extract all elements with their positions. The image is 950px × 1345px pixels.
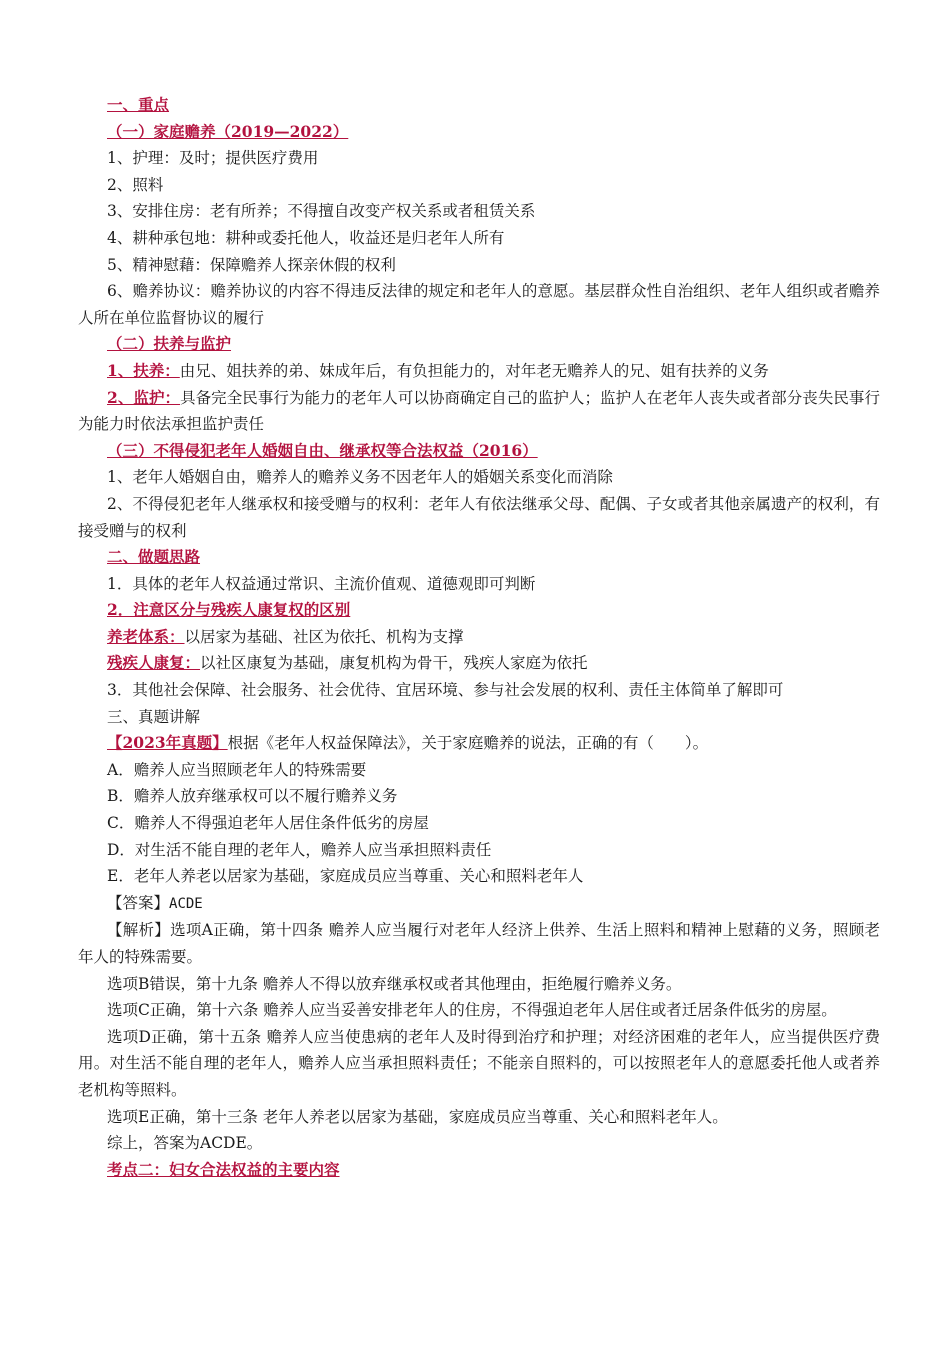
list-item: 1、老年人婚姻自由，赡养人的赡养义务不因老年人的婚姻关系变化而消除 [107,468,613,487]
option-e: E．老年人养老以居家为基础，家庭成员应当尊重、关心和照料老年人 [107,867,584,886]
list-item: 6、赡养协议：赡养协议的内容不得违反法律的规定和老年人的意愿。基层群众性自治组织、老年人组织或者赡养人所在单位监督协议的履行 [78,282,880,327]
list-item: 1、护理：及时；提供医疗费用 [107,149,319,168]
analysis-c: 选项C正确，第十六条 赡养人应当妥善安排老年人的住房，不得强迫老年人居住或者迁居条件低劣的房屋。 [107,1001,837,1020]
term-text-fuyang: 由兄、姐扶养的弟、妹成年后，有负担能力的，对年老无赡养人的兄、姐有扶养的义务 [179,361,769,380]
list-item-highlight: 2．注意区分与残疾人康复权的区别 [107,600,351,620]
list-item: 5、精神慰藉：保障赡养人探亲休假的权利 [107,255,396,274]
question-tag: 【2023年真题】 [107,733,228,753]
option-b: B．赡养人放弃继承权可以不履行赡养义务 [107,787,398,806]
paragraph-fuyang [78,358,880,385]
term-label-fuyang: 1、扶养： [107,360,180,380]
option-c: C．赡养人不得强迫老年人居住条件低劣的房屋 [107,814,429,833]
analysis-e: 选项E正确，第十三条 老年人养老以居家为基础，家庭成员应当尊重、关心和照料老年人。 [107,1107,728,1126]
term-label-kangfu: 残疾人康复： [107,653,201,673]
list-item: 3、安排住房：老有所养；不得擅自改变产权关系或者租赁关系 [107,202,536,221]
term-text-jianhu: 具备完全民事行为能力的老年人可以协商确定自己的监护人；监护人在老年人丧失或者部分丧失民事行为能力时依法承担监护责任 [78,388,880,434]
option-d: D．对生活不能自理的老年人，赡养人应当承担照料责任 [107,840,492,859]
term-label-jianhu: 2、监护： [107,387,181,407]
list-item: 3．其他社会保障、社会服务、社会优待、宜居环境、参与社会发展的权利、责任主体简单了解即可 [107,681,784,700]
term-text-yanglao: 以居家为基础、社区为依托、机构为支撑 [184,627,464,646]
term-label-yanglao: 养老体系： [107,626,185,646]
list-item: 2、照料 [107,175,164,194]
answer-value: ACDE [169,895,203,912]
question-stem [78,730,880,757]
analysis-summary: 综上，答案为ACDE。 [107,1134,263,1153]
analysis-a-text: 选项A正确，第十四条 赡养人应当履行对老年人经济上供养、生活上照料和精神上慰藉的义务，照顾老年人的特殊需要。 [78,921,880,966]
section-heading-key-points: 一、重点 [107,95,170,114]
paragraph-kangfu [78,650,880,677]
document-body [78,92,880,1183]
analysis-a [78,917,880,970]
paragraph-jianhu [78,385,880,438]
subsection-heading-support-guardianship: （二）扶养与监护 [107,334,232,354]
next-topic-heading: 考点二：妇女合法权益的主要内容 [107,1159,340,1179]
list-item: 2、不得侵犯老年人继承权和接受赠与的权利：老年人有依法继承父母、配偶、子女或者其他亲属遗产的权利，有接受赠与的权利 [78,494,880,540]
question-text: 根据《老年人权益保障法》，关于家庭赡养的说法，正确的有（ ）。 [227,734,709,753]
analysis-b: 选项B错误，第十九条 赡养人不得以放弃继承权或者其他理由，拒绝履行赡养义务。 [107,974,682,993]
answer-line [78,890,880,918]
section-heading-exam-questions: 三、真题讲解 [107,707,201,726]
list-item: 1．具体的老年人权益通过常识、主流价值观、道德观即可判断 [107,574,536,593]
analysis-label: 【解析】 [107,921,171,940]
answer-label: 【答案】 [107,893,170,912]
section-heading-approach: 二、做题思路 [107,547,201,567]
paragraph-yanglao [78,624,880,651]
subsection-heading-family-support: （一）家庭赡养（2019—2022） [107,121,349,141]
analysis-d: 选项D正确，第十五条 赡养人应当使患病的老年人及时得到治疗和护理；对经济困难的老年人，应当提供医疗费用。对生活不能自理的老年人，赡养人应当承担照料责任；不能亲自照料的，可以按照老年人的意愿委托他人或者养老机构等照料。 [78,1027,880,1099]
option-a: A．赡养人应当照顾老年人的特殊需要 [107,760,367,779]
term-text-kangfu: 以社区康复为基础，康复机构为骨干，残疾人家庭为依托 [200,654,588,673]
subsection-heading-marriage-inheritance: （三）不得侵犯老年人婚姻自由、继承权等合法权益（2016） [107,440,538,460]
list-item: 4、耕种承包地：耕种或委托他人，收益还是归老年人所有 [107,228,505,247]
